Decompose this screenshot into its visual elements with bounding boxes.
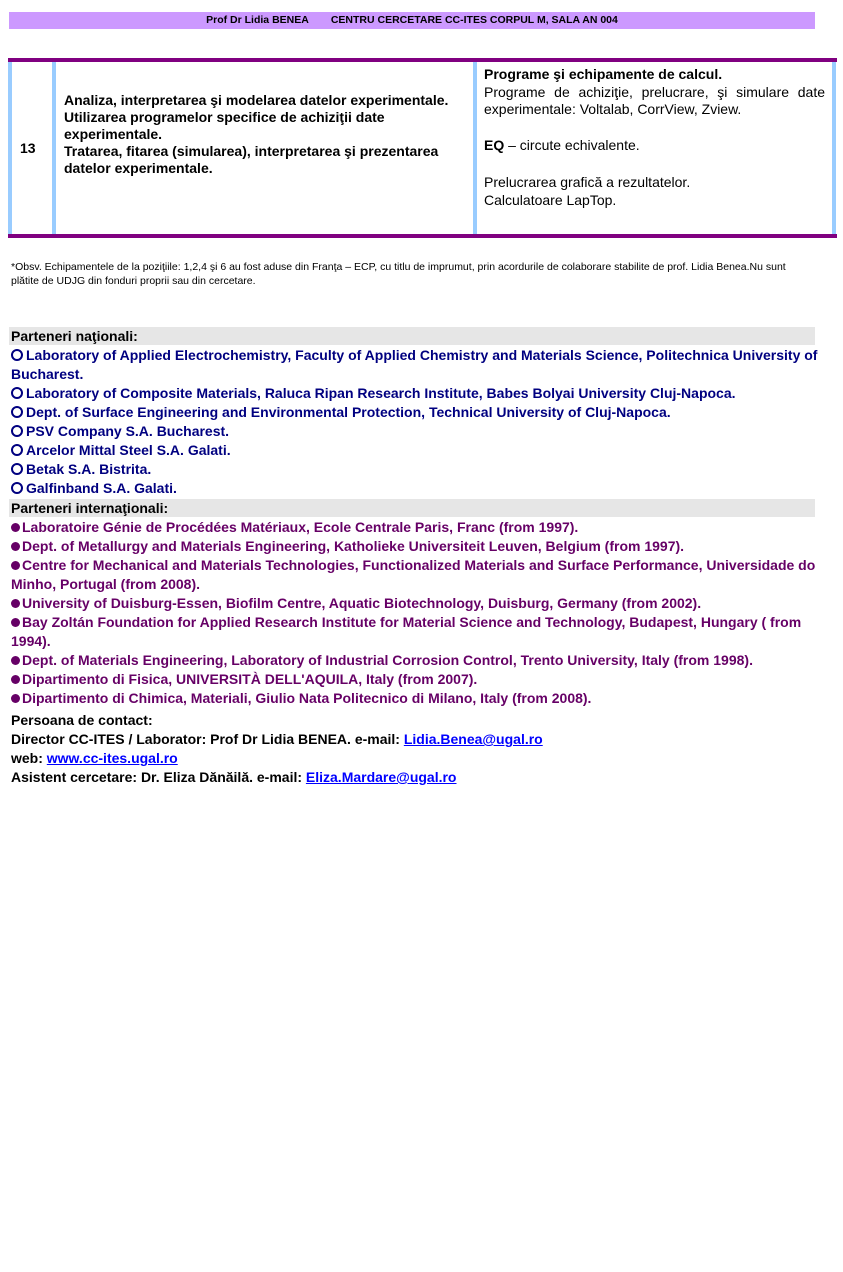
national-partners-list <box>11 346 826 498</box>
table-col-divider <box>473 62 477 234</box>
list-item: Galfinband S.A. Galati. <box>11 479 826 498</box>
dot-bullet-icon <box>11 656 20 665</box>
dot-bullet-icon <box>11 561 20 570</box>
website-link[interactable]: www.cc-ites.ugal.ro <box>46 750 178 766</box>
table-bottom-border <box>8 234 837 238</box>
footnote: *Obsv. Echipamentele de la poziţiile: 1,2,4 şi 6 au fost aduse din Franţa – ECP, cu titlu de imprumut, prin acordurile de colaborare stabilite de prof. Lidia Benea.Nu sunt plătite de UDJG din fonduri proprii sau din cercetare. <box>11 261 786 287</box>
circle-bullet-icon <box>11 444 23 456</box>
description-line: Tratarea, fitarea (simularea), interpretarea şi prezentarea datelor experimentale. <box>64 143 439 176</box>
list-item: Betak S.A. Bistrita. <box>11 460 826 479</box>
international-partners-list <box>11 518 826 708</box>
contact-assistant: Asistent cercetare: Dr. Eliza Dănăilă. e-mail: Eliza.Mardare@ugal.ro <box>11 769 457 785</box>
list-item: Laboratory of Applied Electrochemistry, Faculty of Applied Chemistry and Materials Science, Politechnica University of Bucharest. <box>11 347 818 382</box>
list-item: Dipartimento di Chimica, Materiali, Giulio Nata Politecnico di Milano, Italy (from 2008). <box>11 689 826 708</box>
circle-bullet-icon <box>11 425 23 437</box>
equipment-laptops: Calculatoare LapTop. <box>484 191 617 208</box>
description-line: Analiza, interpretarea şi modelarea datelor experimentale. <box>64 92 449 108</box>
list-item: Bay Zoltán Foundation for Applied Research Institute for Material Science and Technology, Budapest, Hungary ( from 1994). <box>11 614 802 649</box>
list-item: Dept. of Surface Engineering and Environmental Protection, Technical University of Cluj-Napoca. <box>11 403 826 422</box>
description-line: Utilizarea programelor specifice de achiziţii date experimentale. <box>64 109 385 142</box>
equipment-title: Programe şi echipamente de calcul. <box>484 66 723 82</box>
header-location: CENTRU CERCETARE CC-ITES CORPUL M, SALA AN 004 <box>330 14 618 26</box>
dot-bullet-icon <box>11 618 20 627</box>
list-item: Dept. of Metallurgy and Materials Engineering, Katholieke Universiteit Leuven, Belgium (from 1997). <box>11 537 826 556</box>
dot-bullet-icon <box>11 542 20 551</box>
circle-bullet-icon <box>11 349 23 361</box>
assistant-email-link[interactable]: Eliza.Mardare@ugal.ro <box>305 769 457 785</box>
list-item: PSV Company S.A. Bucharest. <box>11 422 826 441</box>
national-partners-heading: Parteneri naţionali: <box>9 327 815 345</box>
list-item: Dipartimento di Fisica, UNIVERSITÀ DELL'AQUILA, Italy (from 2007). <box>11 670 826 689</box>
list-item: Arcelor Mittal Steel S.A. Galati. <box>11 441 826 460</box>
eq-text: – circute echivalente. <box>504 136 640 153</box>
list-item: Laboratoire Génie de Procédées Matériaux, Ecole Centrale Paris, Franc (from 1997). <box>11 518 826 537</box>
circle-bullet-icon <box>11 387 23 399</box>
contact-web: web: www.cc-ites.ugal.ro <box>11 750 178 766</box>
equipment-eq <box>484 137 825 155</box>
equipment-table <box>8 58 837 240</box>
list-item: Dept. of Materials Engineering, Laboratory of Industrial Corrosion Control, Trento University, Italy (from 1998). <box>11 651 826 670</box>
dot-bullet-icon <box>11 694 20 703</box>
contact-section <box>11 711 826 787</box>
row-equipment <box>484 66 825 209</box>
list-item: Centre for Mechanical and Materials Technologies, Functionalized Materials and Surface Performance, Universidade do Minho, Portugal (from 2008). <box>11 557 816 592</box>
page-header <box>9 12 815 29</box>
eq-label: EQ <box>484 136 505 153</box>
circle-bullet-icon <box>11 463 23 475</box>
table-col-divider <box>832 62 836 234</box>
contact-director: Director CC-ITES / Laborator: Prof Dr Lidia BENEA. e-mail: Lidia.Benea@ugal.ro <box>11 731 543 747</box>
table-col-divider <box>52 62 56 234</box>
row-description <box>64 92 459 177</box>
circle-bullet-icon <box>11 482 23 494</box>
director-email-link[interactable]: Lidia.Benea@ugal.ro <box>403 731 543 747</box>
international-partners-heading: Parteneri internaţionali: <box>9 499 815 517</box>
list-item: Laboratory of Composite Materials, Raluca Ripan Research Institute, Babes Bolyai University Cluj-Napoca. <box>11 384 826 403</box>
table-col-divider <box>8 62 12 234</box>
table-top-border <box>8 58 837 62</box>
circle-bullet-icon <box>11 406 23 418</box>
equipment-programs: Programe de achiziţie, prelucrare, şi simulare date experimentale: Voltalab, CorrView, Zview. <box>484 83 825 117</box>
dot-bullet-icon <box>11 675 20 684</box>
contact-heading: Persoana de contact: <box>11 712 153 728</box>
list-item: University of Duisburg-Essen, Biofilm Centre, Aquatic Biotechnology, Duisburg, Germany (from 2002). <box>11 594 826 613</box>
dot-bullet-icon <box>11 523 20 532</box>
dot-bullet-icon <box>11 599 20 608</box>
row-number: 13 <box>20 140 36 156</box>
equipment-graphics: Prelucrarea grafică a rezultatelor. <box>484 174 691 190</box>
header-name: Prof Dr Lidia BENEA <box>206 14 309 26</box>
